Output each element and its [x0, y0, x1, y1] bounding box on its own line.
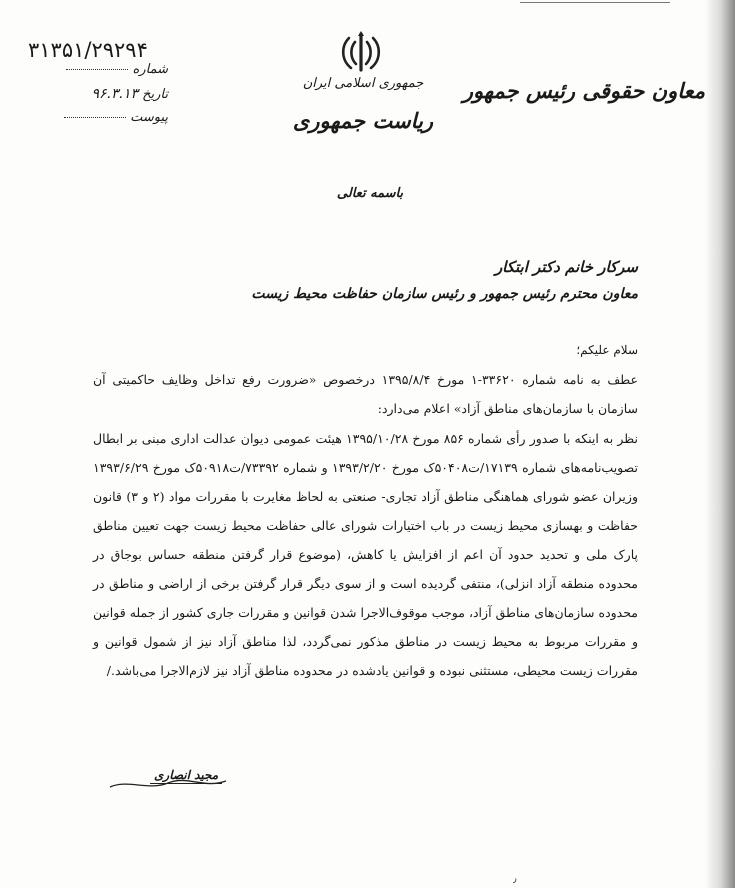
attachment-label: پیوست: [130, 110, 168, 125]
sender-title: معاون حقوقی رئیس جمهور: [462, 78, 705, 103]
basmala: باسمه تعالی: [336, 186, 404, 201]
iran-emblem-icon: [335, 28, 387, 76]
number-row: [40, 62, 168, 77]
attachment-row: [40, 110, 168, 125]
number-dots: [66, 69, 128, 70]
body-paragraph-1: عطف به نامه شماره ۳۳۶۲۰-۱ مورخ ۱۳۹۵/۸/۴ درخصوص «ضرورت رفع تداخل وظایف حاکمیتی آن سازمان با سازمان‌های مناطق آزاد» اعلام می‌دارد:: [93, 372, 638, 416]
letter-number: ۳۱۳۵۱/۲۹۲۹۴: [28, 38, 148, 62]
signatory-name: مجید انصاری: [150, 768, 222, 784]
top-edge-line: [520, 2, 670, 3]
addressee-title: معاون محترم رئیس جمهور و رئیس سازمان حفاظت محیط زیست: [251, 286, 638, 302]
org-name-main: ریاست جمهوری: [292, 108, 434, 133]
greeting: سلام علیکم؛: [576, 343, 638, 357]
org-name-small: جمهوری اسلامی ایران: [302, 76, 424, 91]
attachment-dots: [64, 117, 126, 118]
footer-mark: ٫: [513, 872, 517, 885]
date-value: ۹۶.۳.۱۳: [91, 86, 138, 102]
signature-scribble: [108, 775, 228, 795]
date-row: [40, 86, 168, 102]
scan-edge-shadow: [705, 0, 735, 888]
date-label: تاریخ: [142, 87, 168, 102]
body-paragraph-2: نظر به اینکه با صدور رأی شماره ۸۵۶ مورخ ۱۳۹۵/۱۰/۲۸ هیئت عمومی دیوان عدالت اداری مبنی بر ابطال تصویب‌نامه‌های شماره ۱۷۱۳۹/ت۵۰۴۰۸ک مورخ ۱۳۹۳/۲/۲۰ و شماره ۷۳۳۹۲/ت۵۰۹۱۸ک مورخ ۱۳۹۳/۶/۲۹ وزیران عضو شورای هماهنگی مناطق آزاد تجاری- صنعتی به لحاظ مغایرت با مقررات مواد (۲ و ۳) قانون حفاظت و بهسازی محیط زیست در باب اختیارات شورای عالی حفاظت محیط زیست جهت تعیین مناطق پارک ملی و تحدید حدود آن اعم از افزایش یا کاهش، (موضوع قرار گرفتن منطقه حساس بوجاق در محدوده منطقه آزاد انزلی)، منتفی گردیده است و از سوی دیگر قرار گرفتن برخی از اراضی و مناطق در محدوده سازمان‌های مناطق آزاد، موجب موقوف‌الاجرا شدن قوانین و مقررات جاری کشور از جمله قوانین و مقررات مربوط به محیط زیست در مناطق مذکور نمی‌گردد، لذا مناطق آزاد نیز از شمول قوانین و مقررات زیست محیطی، مستثنی نبوده و قوانین یادشده در محدوده مناطق آزاد نیز لازم‌الاجرا می‌باشد./: [93, 431, 638, 678]
number-label: شماره: [132, 62, 168, 77]
addressee-name: سرکار خانم دکتر ابتکار: [494, 258, 638, 276]
